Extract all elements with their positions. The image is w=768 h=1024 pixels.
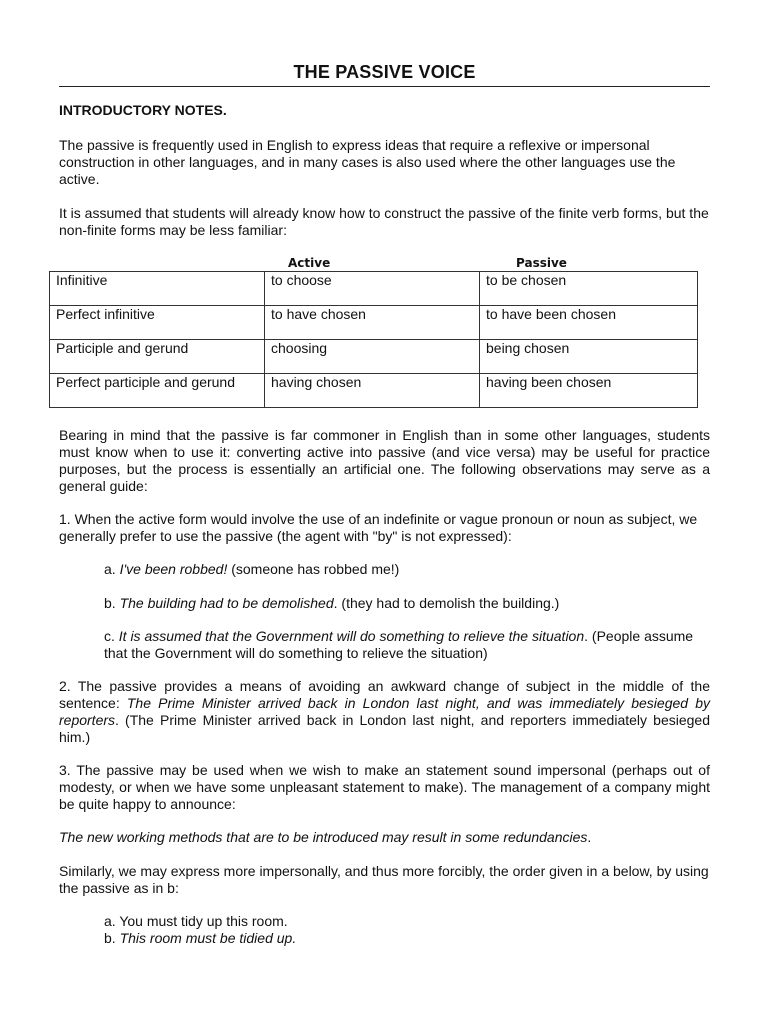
example-gloss: . (they had to demolish the building.) bbox=[333, 595, 560, 611]
table-cell-form: Perfect infinitive bbox=[50, 306, 265, 340]
intro-paragraph-1: The passive is frequently used in English to express ideas that require a reflexive or impersonal construction in other languages, and in many cases is also used where the other languages use the active. bbox=[59, 137, 676, 187]
example-italic: The building had to be demolished bbox=[119, 595, 334, 611]
page-title: THE PASSIVE VOICE bbox=[293, 62, 476, 82]
example-2b bbox=[104, 930, 710, 947]
example-announcement bbox=[59, 829, 710, 846]
example-1b bbox=[104, 595, 710, 612]
rule-2-italic: The Prime Minister arrived back in London last night, and was immediately besieged by reporters bbox=[59, 695, 710, 728]
table-row bbox=[50, 340, 698, 374]
similarly-paragraph: Similarly, we may express more impersonally, and thus more forcibly, the order given in a below, by using the passive as in b: bbox=[59, 863, 709, 896]
table-cell-active: having chosen bbox=[265, 374, 480, 408]
example-1a bbox=[104, 561, 710, 578]
example-italic: It is assumed that the Government will do something to relieve the situation bbox=[118, 628, 585, 644]
table-cell-active: to choose bbox=[265, 272, 480, 306]
rule-2-paragraph bbox=[59, 678, 710, 746]
announcement-italic: The new working methods that are to be introduced may result in some redundancies bbox=[59, 829, 588, 845]
example-label: c. bbox=[104, 628, 119, 644]
table-cell-passive: having been chosen bbox=[480, 374, 698, 408]
table-row bbox=[50, 272, 698, 306]
example-italic: This room must be tidied up. bbox=[119, 930, 297, 946]
table-cell-active: choosing bbox=[265, 340, 480, 374]
section-heading: INTRODUCTORY NOTES. bbox=[59, 102, 227, 118]
example-1c bbox=[104, 628, 710, 662]
example-gloss: . (People assume that the Government will do something to relieve the situation) bbox=[104, 628, 694, 661]
rule-2-gloss: . (The Prime Minister arrived back in London last night, and reporters immediately besieged him.) bbox=[59, 712, 710, 745]
table-row bbox=[50, 374, 698, 408]
example-2a: a. You must tidy up this room. bbox=[104, 913, 288, 929]
example-gloss: (someone has robbed me!) bbox=[227, 561, 400, 577]
table-cell-form: Perfect participle and gerund bbox=[50, 374, 265, 408]
table-row bbox=[50, 306, 698, 340]
table-cell-passive: to have been chosen bbox=[480, 306, 698, 340]
table-cell-form: Participle and gerund bbox=[50, 340, 265, 374]
table-cell-form: Infinitive bbox=[50, 272, 265, 306]
example-label: b. bbox=[104, 930, 120, 946]
table-cell-passive: being chosen bbox=[480, 340, 698, 374]
example-italic: I've been robbed! bbox=[119, 561, 228, 577]
example-label: b. bbox=[104, 595, 120, 611]
column-header-active: Active bbox=[288, 256, 331, 270]
verb-forms-table bbox=[49, 271, 698, 408]
intro-paragraph-2: It is assumed that students will already know how to construct the passive of the finite verb forms, but the non-finite forms may be less familiar: bbox=[59, 205, 709, 238]
body-paragraph-guide: Bearing in mind that the passive is far commoner in English than in some other languages, students must know when to use it: converting active into passive (and vice versa) may be useful for practice purposes, but the process is essentially an artificial one. The following observations may serve as a general guide: bbox=[59, 427, 710, 494]
table-cell-passive: to be chosen bbox=[480, 272, 698, 306]
announcement-end: . bbox=[587, 829, 592, 845]
rule-2-text: 2. The passive provides a means of avoiding an awkward change of subject in the middle of the sentence: bbox=[59, 678, 710, 711]
table-cell-active: to have chosen bbox=[265, 306, 480, 340]
title-underline bbox=[59, 86, 710, 87]
column-header-passive: Passive bbox=[516, 256, 567, 270]
rule-1-paragraph: 1. When the active form would involve the use of an indefinite or vague pronoun or noun as subject, we generally prefer to use the passive (the agent with "by" is not expressed): bbox=[59, 511, 698, 544]
example-label: a. bbox=[104, 561, 120, 577]
rule-3-paragraph: 3. The passive may be used when we wish to make an statement sound impersonal (perhaps out of modesty, or when we have some unpleasant statement to make). The management of a company might be quite happy to announce: bbox=[59, 762, 710, 812]
